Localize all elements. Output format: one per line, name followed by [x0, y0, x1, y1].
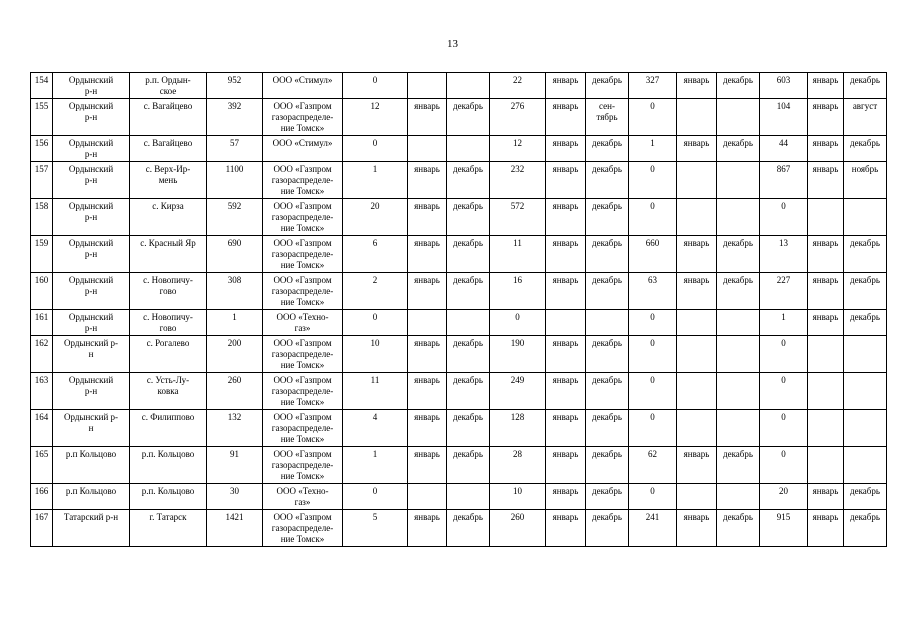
group1-count-cell: 11 [343, 373, 408, 410]
group2-count-cell: 249 [490, 373, 546, 410]
group1-from-cell [408, 136, 447, 162]
row-number-cell: 158 [31, 199, 53, 236]
settlement-cell: с. Новопичу- гово [130, 310, 207, 336]
row-number-cell: 162 [31, 336, 53, 373]
group2-from-cell: январь [546, 236, 586, 273]
group1-to-cell: декабрь [447, 99, 490, 136]
group1-count-cell: 20 [343, 199, 408, 236]
group4-to-cell [844, 410, 887, 447]
district-cell: Ордынский р- н [53, 410, 130, 447]
group1-from-cell: январь [408, 99, 447, 136]
group1-from-cell [408, 310, 447, 336]
table-row [31, 199, 887, 236]
district-cell: Ордынский р-н [53, 73, 130, 99]
district-cell: Ордынский р-н [53, 136, 130, 162]
group4-count-cell: 0 [760, 336, 808, 373]
group3-from-cell: январь [677, 273, 717, 310]
group1-from-cell: январь [408, 199, 447, 236]
group3-from-cell: январь [677, 510, 717, 547]
organization-cell: ООО «Газпром газораспределе- ние Томск» [263, 273, 343, 310]
group3-count-cell: 0 [629, 484, 677, 510]
group3-to-cell: декабрь [717, 273, 760, 310]
group4-count-cell: 867 [760, 162, 808, 199]
organization-cell: ООО «Газпром газораспределе- ние Томск» [263, 373, 343, 410]
group4-to-cell [844, 373, 887, 410]
group3-from-cell: январь [677, 236, 717, 273]
row-number-cell: 157 [31, 162, 53, 199]
group4-to-cell: август [844, 99, 887, 136]
group4-count-cell: 0 [760, 410, 808, 447]
group3-count-cell: 0 [629, 310, 677, 336]
row-number-cell: 159 [31, 236, 53, 273]
group4-count-cell: 227 [760, 273, 808, 310]
group1-to-cell [447, 310, 490, 336]
group1-count-cell: 0 [343, 310, 408, 336]
group4-to-cell: декабрь [844, 236, 887, 273]
total-count-cell: 132 [207, 410, 263, 447]
group4-from-cell: январь [808, 136, 844, 162]
group1-count-cell: 4 [343, 410, 408, 447]
group1-from-cell: январь [408, 273, 447, 310]
group4-from-cell [808, 447, 844, 484]
group3-count-cell: 63 [629, 273, 677, 310]
group1-from-cell [408, 73, 447, 99]
table-row [31, 236, 887, 273]
table-row [31, 162, 887, 199]
table-body [31, 73, 887, 547]
page-number: 13 [447, 38, 458, 50]
group2-to-cell: декабрь [586, 273, 629, 310]
group3-count-cell: 0 [629, 199, 677, 236]
group2-to-cell: декабрь [586, 199, 629, 236]
group4-from-cell [808, 199, 844, 236]
group1-to-cell: декабрь [447, 410, 490, 447]
district-cell: Ордынский р-н [53, 199, 130, 236]
district-cell: р.п Кольцово [53, 447, 130, 484]
group1-from-cell: январь [408, 410, 447, 447]
group2-to-cell: декабрь [586, 484, 629, 510]
group2-to-cell: сен- тябрь [586, 99, 629, 136]
group1-to-cell [447, 73, 490, 99]
organization-cell: ООО «Стимул» [263, 136, 343, 162]
group1-to-cell [447, 484, 490, 510]
group4-to-cell: декабрь [844, 273, 887, 310]
table-row [31, 373, 887, 410]
group2-to-cell: декабрь [586, 336, 629, 373]
group3-from-cell [677, 336, 717, 373]
group4-from-cell: январь [808, 73, 844, 99]
total-count-cell: 308 [207, 273, 263, 310]
table-row [31, 484, 887, 510]
group1-to-cell: декабрь [447, 510, 490, 547]
group2-count-cell: 260 [490, 510, 546, 547]
group4-to-cell [844, 199, 887, 236]
row-number-cell: 156 [31, 136, 53, 162]
group4-from-cell: январь [808, 162, 844, 199]
district-cell: Ордынский р-н [53, 310, 130, 336]
group1-count-cell: 2 [343, 273, 408, 310]
total-count-cell: 30 [207, 484, 263, 510]
group3-count-cell: 0 [629, 99, 677, 136]
district-cell: Ордынский р-н [53, 162, 130, 199]
group3-to-cell [717, 199, 760, 236]
table-row [31, 273, 887, 310]
group3-to-cell [717, 162, 760, 199]
group2-count-cell: 28 [490, 447, 546, 484]
group2-from-cell: январь [546, 410, 586, 447]
group2-from-cell: январь [546, 273, 586, 310]
group4-to-cell: декабрь [844, 510, 887, 547]
group3-to-cell: декабрь [717, 236, 760, 273]
settlement-cell: с. Красный Яр [130, 236, 207, 273]
group2-from-cell: январь [546, 336, 586, 373]
group4-to-cell: ноябрь [844, 162, 887, 199]
group3-from-cell: январь [677, 73, 717, 99]
district-cell: Ордынский р-н [53, 236, 130, 273]
group1-count-cell: 0 [343, 73, 408, 99]
group4-count-cell: 1 [760, 310, 808, 336]
table-row [31, 447, 887, 484]
group1-count-cell: 6 [343, 236, 408, 273]
group2-from-cell: январь [546, 99, 586, 136]
group3-from-cell [677, 99, 717, 136]
group3-to-cell [717, 373, 760, 410]
total-count-cell: 392 [207, 99, 263, 136]
group1-count-cell: 0 [343, 484, 408, 510]
group1-count-cell: 10 [343, 336, 408, 373]
group1-from-cell: январь [408, 336, 447, 373]
row-number-cell: 160 [31, 273, 53, 310]
group4-from-cell [808, 373, 844, 410]
group1-count-cell: 1 [343, 447, 408, 484]
group4-to-cell [844, 447, 887, 484]
group1-count-cell: 5 [343, 510, 408, 547]
group3-to-cell [717, 310, 760, 336]
group4-from-cell: январь [808, 484, 844, 510]
group2-from-cell: январь [546, 373, 586, 410]
organization-cell: ООО «Газпром газораспределе- ние Томск» [263, 336, 343, 373]
total-count-cell: 952 [207, 73, 263, 99]
row-number-cell: 155 [31, 99, 53, 136]
settlement-cell: с. Рогалево [130, 336, 207, 373]
settlement-cell: р.п. Кольцово [130, 484, 207, 510]
data-table [30, 72, 887, 547]
group2-to-cell: декабрь [586, 510, 629, 547]
table-row [31, 99, 887, 136]
group4-count-cell: 603 [760, 73, 808, 99]
group2-from-cell: январь [546, 484, 586, 510]
group3-count-cell: 0 [629, 162, 677, 199]
group4-to-cell: декабрь [844, 73, 887, 99]
group1-from-cell: январь [408, 373, 447, 410]
group3-from-cell [677, 373, 717, 410]
group2-from-cell: январь [546, 136, 586, 162]
group4-from-cell: январь [808, 99, 844, 136]
group2-count-cell: 190 [490, 336, 546, 373]
district-cell: р.п Кольцово [53, 484, 130, 510]
total-count-cell: 690 [207, 236, 263, 273]
group4-to-cell: декабрь [844, 310, 887, 336]
group3-to-cell [717, 484, 760, 510]
settlement-cell: с. Новопичу- гово [130, 273, 207, 310]
settlement-cell: с. Усть-Лу- ковка [130, 373, 207, 410]
group2-count-cell: 128 [490, 410, 546, 447]
group2-from-cell [546, 310, 586, 336]
group4-from-cell: январь [808, 236, 844, 273]
group3-count-cell: 327 [629, 73, 677, 99]
group4-count-cell: 0 [760, 373, 808, 410]
group2-count-cell: 12 [490, 136, 546, 162]
group3-count-cell: 660 [629, 236, 677, 273]
table-row [31, 410, 887, 447]
group2-to-cell: декабрь [586, 73, 629, 99]
group2-count-cell: 0 [490, 310, 546, 336]
group2-from-cell: январь [546, 162, 586, 199]
row-number-cell: 154 [31, 73, 53, 99]
organization-cell: ООО «Газпром газораспределе- ние Томск» [263, 99, 343, 136]
settlement-cell: р.п. Кольцово [130, 447, 207, 484]
group2-count-cell: 22 [490, 73, 546, 99]
group3-count-cell: 0 [629, 410, 677, 447]
organization-cell: ООО «Газпром газораспределе- ние Томск» [263, 162, 343, 199]
row-number-cell: 166 [31, 484, 53, 510]
group3-from-cell [677, 162, 717, 199]
group1-from-cell [408, 484, 447, 510]
group3-count-cell: 241 [629, 510, 677, 547]
total-count-cell: 200 [207, 336, 263, 373]
settlement-cell: с. Филиппово [130, 410, 207, 447]
group2-to-cell: декабрь [586, 236, 629, 273]
row-number-cell: 167 [31, 510, 53, 547]
group3-count-cell: 0 [629, 336, 677, 373]
group4-from-cell: январь [808, 510, 844, 547]
settlement-cell: с. Кирза [130, 199, 207, 236]
table-row [31, 336, 887, 373]
table-row [31, 73, 887, 99]
organization-cell: ООО «Газпром газораспределе- ние Томск» [263, 236, 343, 273]
group4-from-cell: январь [808, 273, 844, 310]
total-count-cell: 91 [207, 447, 263, 484]
group2-count-cell: 572 [490, 199, 546, 236]
group2-from-cell: январь [546, 447, 586, 484]
settlement-cell: с. Верх-Ир- мень [130, 162, 207, 199]
group1-count-cell: 1 [343, 162, 408, 199]
group3-count-cell: 62 [629, 447, 677, 484]
group2-count-cell: 10 [490, 484, 546, 510]
group3-count-cell: 1 [629, 136, 677, 162]
total-count-cell: 57 [207, 136, 263, 162]
row-number-cell: 164 [31, 410, 53, 447]
group2-from-cell: январь [546, 510, 586, 547]
group3-to-cell: декабрь [717, 73, 760, 99]
group1-from-cell: январь [408, 447, 447, 484]
group4-to-cell: декабрь [844, 136, 887, 162]
group2-to-cell: декабрь [586, 447, 629, 484]
group1-count-cell: 12 [343, 99, 408, 136]
group1-to-cell: декабрь [447, 336, 490, 373]
settlement-cell: р.п. Ордын- ское [130, 73, 207, 99]
group3-from-cell [677, 199, 717, 236]
group1-to-cell: декабрь [447, 236, 490, 273]
group2-from-cell: январь [546, 73, 586, 99]
group1-to-cell: декабрь [447, 373, 490, 410]
group4-count-cell: 0 [760, 199, 808, 236]
group4-count-cell: 13 [760, 236, 808, 273]
group3-to-cell: декабрь [717, 136, 760, 162]
organization-cell: ООО «Газпром газораспределе- ние Томск» [263, 447, 343, 484]
district-cell: Ордынский р-н [53, 273, 130, 310]
group3-from-cell [677, 310, 717, 336]
group2-count-cell: 232 [490, 162, 546, 199]
organization-cell: ООО «Газпром газораспределе- ние Томск» [263, 410, 343, 447]
total-count-cell: 1421 [207, 510, 263, 547]
organization-cell: ООО «Стимул» [263, 73, 343, 99]
group3-to-cell: декабрь [717, 447, 760, 484]
group3-to-cell [717, 410, 760, 447]
group2-to-cell: декабрь [586, 136, 629, 162]
organization-cell: ООО «Газпром газораспределе- ние Томск» [263, 510, 343, 547]
row-number-cell: 165 [31, 447, 53, 484]
group1-from-cell: январь [408, 510, 447, 547]
row-number-cell: 161 [31, 310, 53, 336]
group2-to-cell: декабрь [586, 373, 629, 410]
settlement-cell: с. Вагайцево [130, 136, 207, 162]
group3-count-cell: 0 [629, 373, 677, 410]
group4-from-cell [808, 336, 844, 373]
group1-to-cell: декабрь [447, 447, 490, 484]
group2-to-cell: декабрь [586, 410, 629, 447]
group2-to-cell [586, 310, 629, 336]
district-cell: Ордынский р-н [53, 99, 130, 136]
group4-from-cell [808, 410, 844, 447]
group1-from-cell: январь [408, 236, 447, 273]
organization-cell: ООО «Техно- газ» [263, 484, 343, 510]
district-cell: Ордынский р-н [53, 373, 130, 410]
group4-from-cell: январь [808, 310, 844, 336]
group1-to-cell: декабрь [447, 199, 490, 236]
total-count-cell: 260 [207, 373, 263, 410]
organization-cell: ООО «Газпром газораспределе- ние Томск» [263, 199, 343, 236]
group3-to-cell [717, 99, 760, 136]
group3-from-cell [677, 484, 717, 510]
group2-count-cell: 16 [490, 273, 546, 310]
group1-to-cell: декабрь [447, 273, 490, 310]
group1-from-cell: январь [408, 162, 447, 199]
settlement-cell: г. Татарск [130, 510, 207, 547]
district-cell: Ордынский р- н [53, 336, 130, 373]
group3-from-cell: январь [677, 136, 717, 162]
group2-count-cell: 276 [490, 99, 546, 136]
group3-from-cell: январь [677, 447, 717, 484]
total-count-cell: 1 [207, 310, 263, 336]
group4-to-cell [844, 336, 887, 373]
row-number-cell: 163 [31, 373, 53, 410]
group3-to-cell: декабрь [717, 510, 760, 547]
organization-cell: ООО «Техно- газ» [263, 310, 343, 336]
group3-from-cell [677, 410, 717, 447]
group4-count-cell: 20 [760, 484, 808, 510]
group4-count-cell: 0 [760, 447, 808, 484]
group1-to-cell [447, 136, 490, 162]
total-count-cell: 592 [207, 199, 263, 236]
group4-count-cell: 104 [760, 99, 808, 136]
table-row [31, 310, 887, 336]
group2-to-cell: декабрь [586, 162, 629, 199]
group3-to-cell [717, 336, 760, 373]
table-row [31, 510, 887, 547]
group1-to-cell: декабрь [447, 162, 490, 199]
group4-to-cell: декабрь [844, 484, 887, 510]
group4-count-cell: 915 [760, 510, 808, 547]
group1-count-cell: 0 [343, 136, 408, 162]
settlement-cell: с. Вагайцево [130, 99, 207, 136]
group2-count-cell: 11 [490, 236, 546, 273]
district-cell: Татарский р-н [53, 510, 130, 547]
total-count-cell: 1100 [207, 162, 263, 199]
group4-count-cell: 44 [760, 136, 808, 162]
table-row [31, 136, 887, 162]
group2-from-cell: январь [546, 199, 586, 236]
